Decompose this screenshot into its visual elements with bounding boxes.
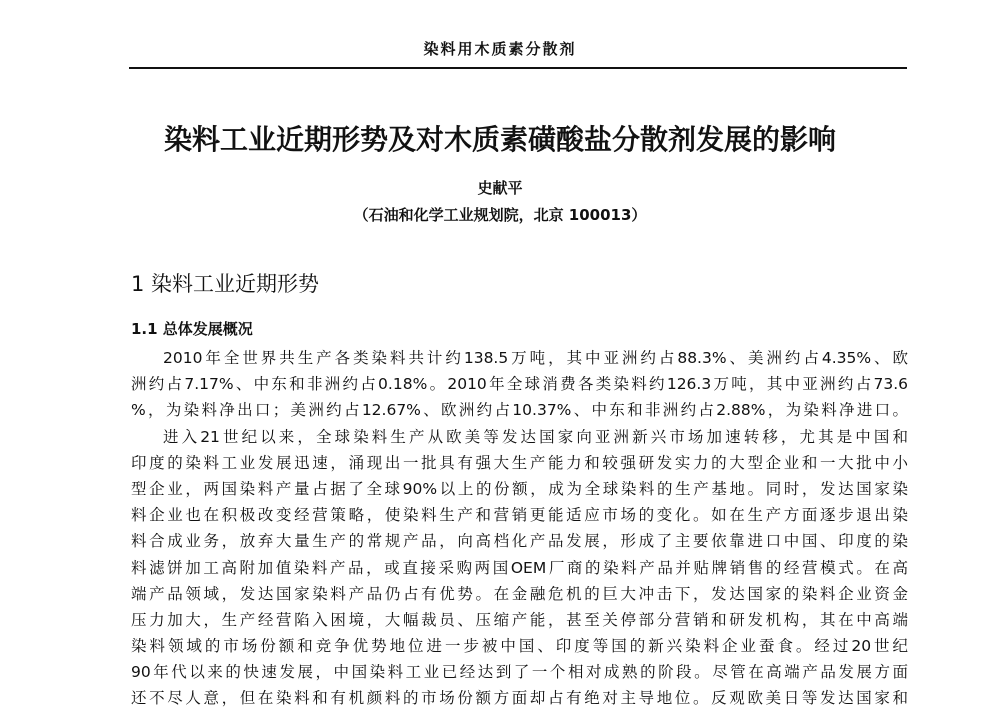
text-line: 染料领域的市场份额和竞争优势地位进一步被中国、印度等国的新兴染料企业蚕食。经过20世纪 (131, 637, 908, 656)
text-line: 2010年全世界共生产各类染料共计约138.5万吨，其中亚洲约占88.3%、美洲约占4.35%、欧 (163, 349, 908, 367)
text-line: 料合成业务，放弃大量生产的常规产品，向高档化产品发展，形成了主要依靠进口中国、印度的染 (131, 532, 908, 551)
text-line: 端产品领域，发达国家染料产品仍占有优势。在金融危机的巨大冲击下，发达国家的染料企业资金 (131, 584, 908, 603)
text-line: 印度的染料工业发展迅速，涌现出一批具有强大生产能力和较强研发实力的大型企业和一大批中小 (131, 453, 908, 472)
author-affiliation: （石油和化学工业规划院，北京 100013） (353, 206, 647, 224)
text-line: 90年代以来的快速发展，中国染料工业已经达到了一个相对成熟的阶段。尽管在高端产品发展方面 (131, 663, 908, 682)
subsection-heading: 1.1 总体发展概况 (131, 320, 253, 338)
author-name: 史献平 (477, 179, 523, 197)
text-line: 料企业也在积极改变经营策略，使染料生产和营销更能适应市场的变化。如在生产方面逐步退出染 (131, 506, 908, 525)
text-line: 型企业，两国染料产量占据了全球90%以上的份额，成为全球染料的生产基地。同时，发达国家染 (131, 479, 908, 498)
text-line: 进入21世纪以来，全球染料生产从欧美等发达国家向亚洲新兴市场加速转移，尤其是中国和 (163, 427, 908, 446)
running-head: 染料用木质素分散剂 (423, 40, 577, 58)
body-text (131, 345, 908, 712)
header-rule (129, 67, 907, 69)
text-line: 还不尽人意，但在染料和有机颜料的市场份额方面却占有绝对主导地位。反观欧美日等发达国家和 (131, 689, 908, 708)
text-line: 压力加大，生产经营陷入困境，大幅裁员、压缩产能，甚至关停部分营销和研发机构，其在中高端 (131, 610, 908, 629)
text-line: 料滤饼加工高附加值染料产品，或直接采购两国OEM厂商的染料产品并贴牌销售的经营模式。在高 (131, 558, 908, 577)
paper-title: 染料工业近期形势及对木质素磺酸盐分散剂发展的影响 (163, 123, 836, 156)
text-line: 洲约占7.17%、中东和非洲约占0.18%。2010年全球消费各类染料约126.3万吨，其中亚洲约占73.6 (131, 375, 908, 394)
section-heading: 1 染料工业近期形势 (131, 272, 320, 296)
text-line: %，为染料净出口；美洲约占12.67%、欧洲约占10.37%、中东和非洲约占2.88%，为染料净进口。 (131, 401, 908, 420)
